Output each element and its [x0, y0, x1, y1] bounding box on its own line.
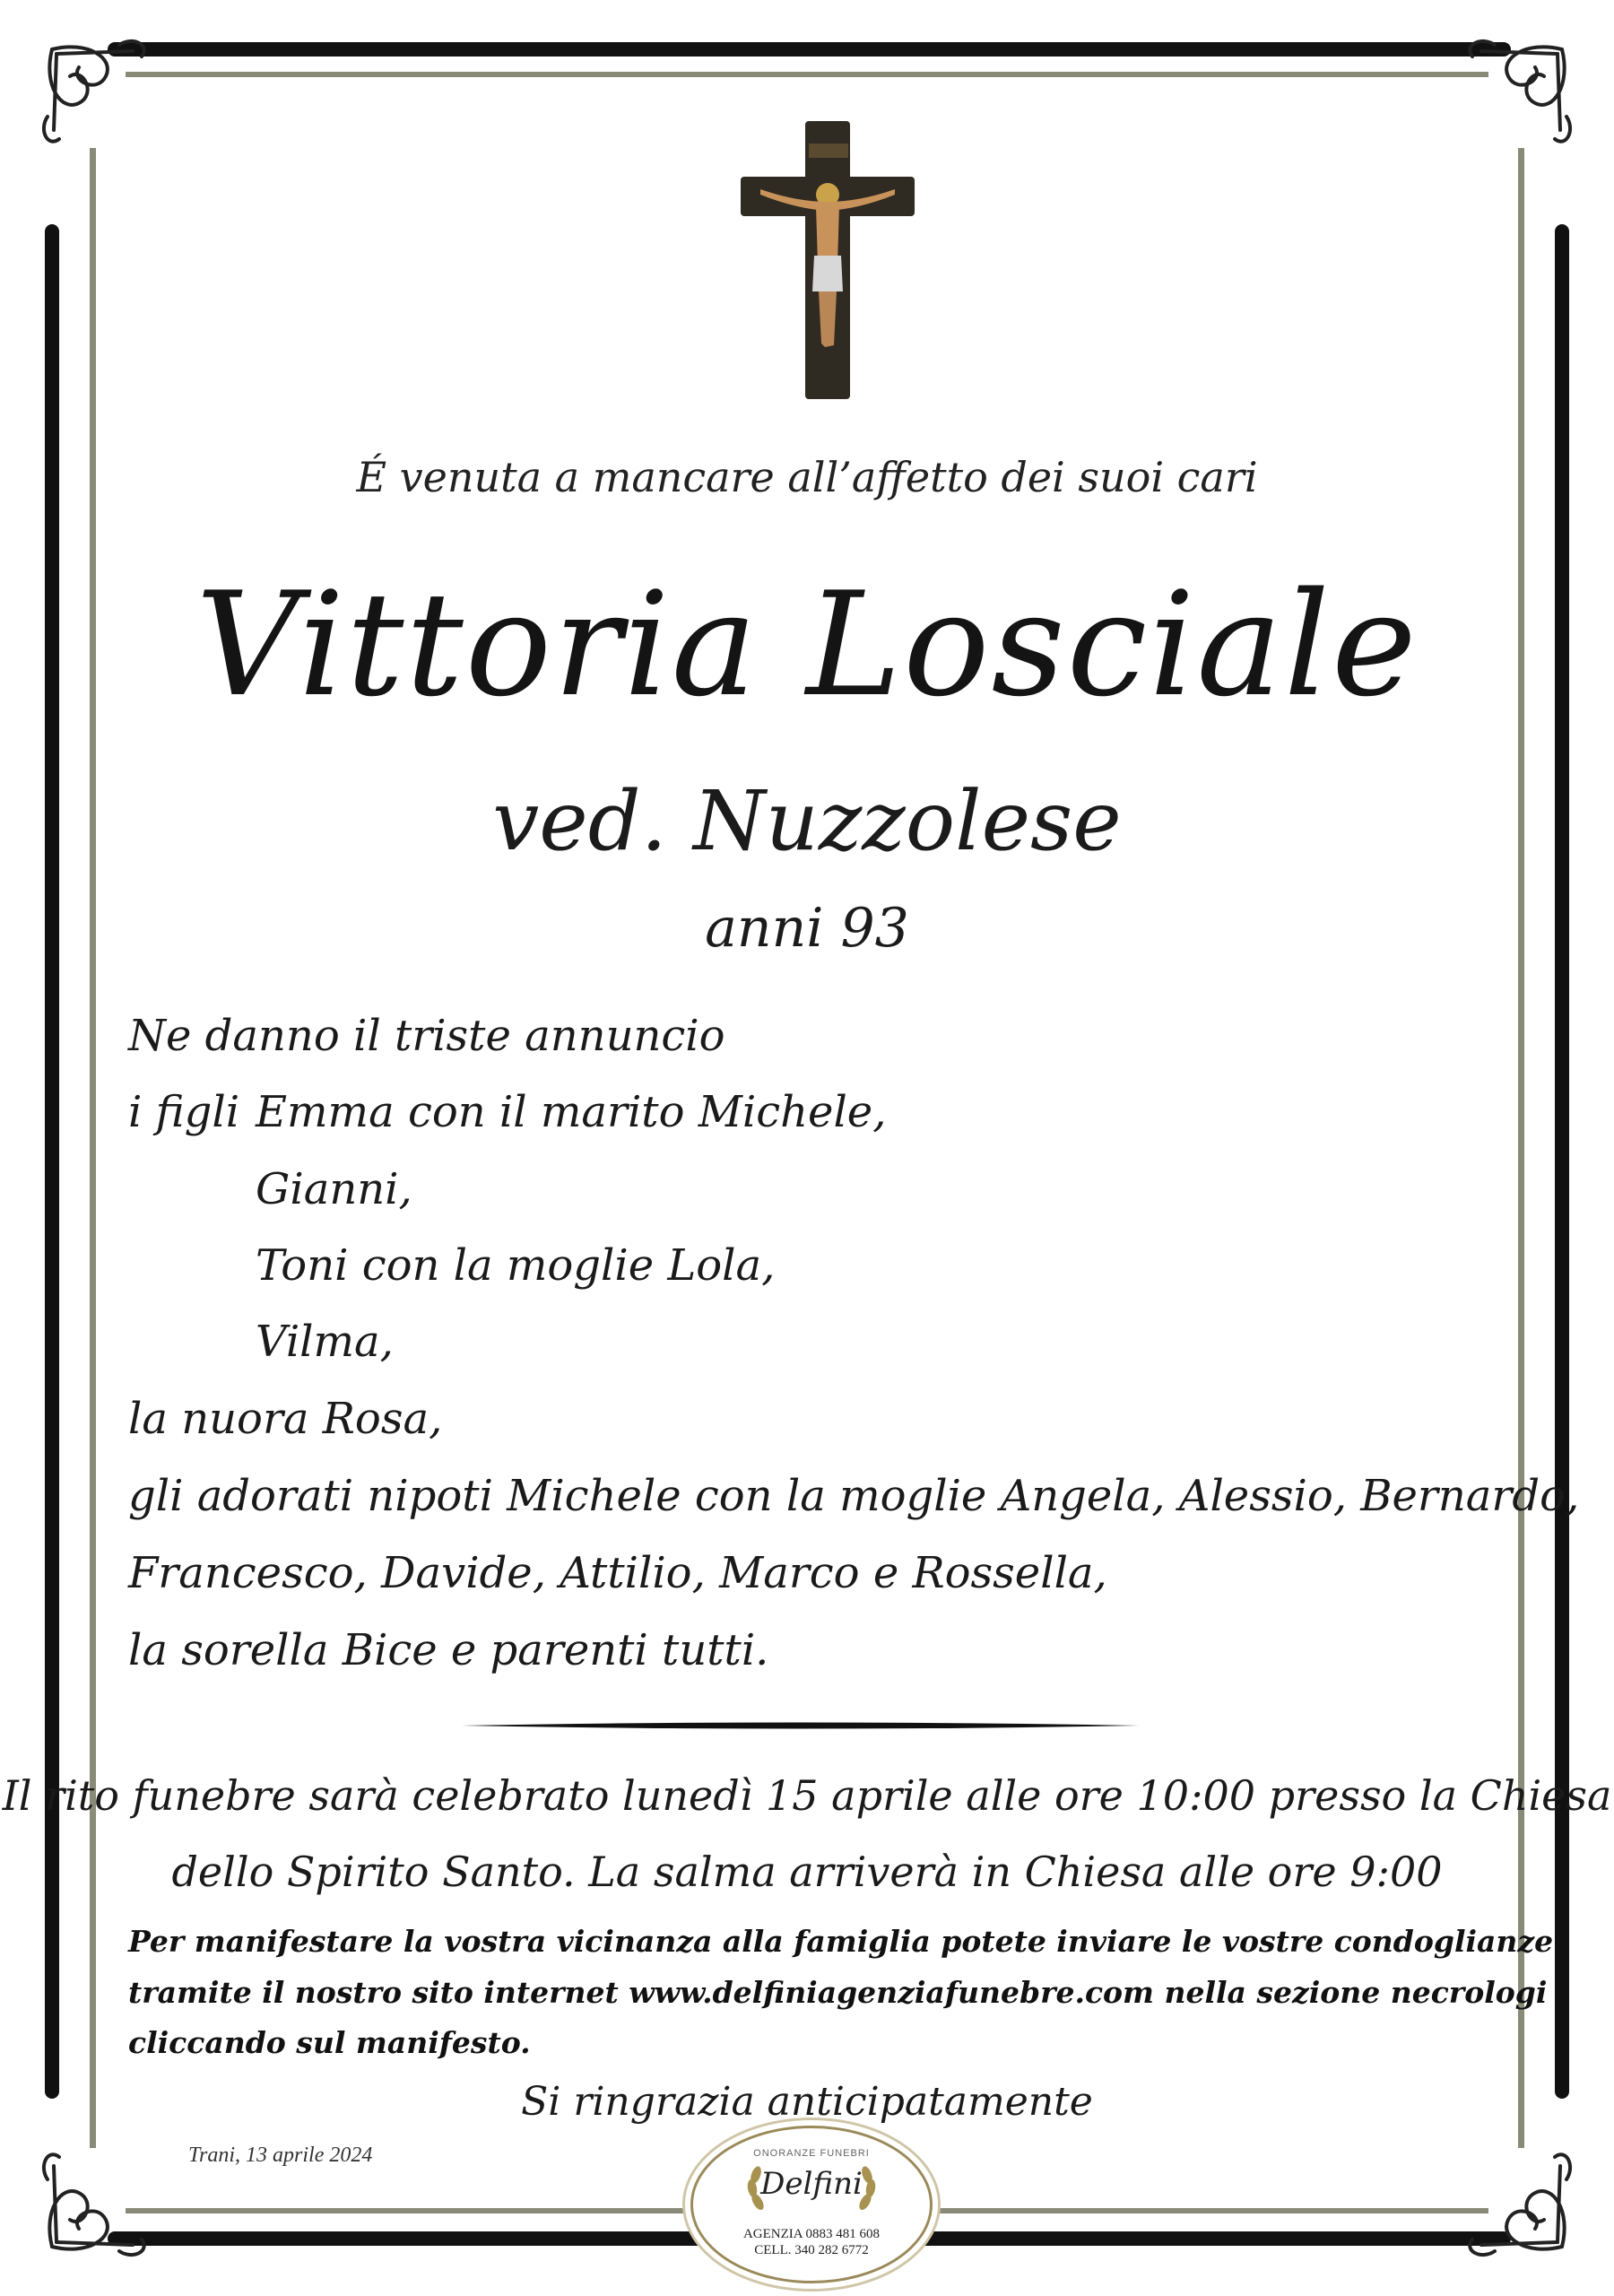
family-line: Toni con la moglie Lola, — [256, 1240, 776, 1291]
ornamental-corner-icon — [1445, 31, 1580, 166]
ornamental-corner-icon — [34, 31, 169, 166]
ornamental-corner-icon — [1445, 2130, 1580, 2265]
crucifix-icon — [733, 112, 922, 408]
frame-top-thin — [126, 72, 1488, 77]
divider — [462, 1719, 1139, 1732]
family-line: Francesco, Davide, Attilio, Marco e Rossella, — [128, 1548, 1107, 1598]
condolences-line-1: Per manifestare la vostra vicinanza alla famiglia potete inviare le vostre condoglianze — [128, 1924, 1554, 1959]
deceased-name: Vittoria Losciale — [195, 561, 1419, 728]
intro-text: É venuta a mancare all’affetto dei suoi cari — [356, 453, 1258, 501]
family-line: la nuora Rosa, — [128, 1394, 443, 1444]
logo-brand: Delfini — [760, 2166, 863, 2202]
logo-cell-phone: CELL. 340 282 6772 — [754, 2243, 869, 2257]
rite-line-1: Il rito funebre sarà celebrato lunedì 15 aprile alle ore 10:00 presso la Chiesa — [2, 1771, 1612, 1820]
frame-top-bar — [108, 42, 1511, 57]
family-line: Ne danno il triste annuncio — [128, 1011, 725, 1061]
rite-line-2: dello Spirito Santo. La salma arriverà in Chiesa alle ore 9:00 — [171, 1848, 1443, 1896]
thanks-text: Si ringrazia anticipatamente — [521, 2079, 1093, 2125]
condolences-line-2: tramite il nostro sito internet www.delfiniagenziafunebre.com nella sezione necrologi — [128, 1975, 1548, 2010]
family-line: i figli — [128, 1087, 240, 1137]
family-line: gli adorati nipoti Michele con la moglie Angela, Alessio, Bernardo, — [128, 1471, 1580, 1521]
age: anni 93 — [705, 897, 909, 960]
ornamental-corner-icon — [34, 2130, 169, 2265]
family-line: Vilma, — [256, 1317, 394, 1367]
agency-logo — [690, 2126, 933, 2283]
logo-top-text: ONORANZE FUNEBRI — [753, 2148, 870, 2159]
place-date: Trani, 13 aprile 2024 — [188, 2144, 373, 2167]
widow-of: ved. Nuzzolese — [492, 773, 1122, 869]
condolences-line-3: cliccando sul manifesto. — [128, 2025, 531, 2060]
family-line: Gianni, — [256, 1164, 412, 1214]
family-line: Emma con il marito Michele, — [256, 1087, 887, 1137]
logo-agency-phone: AGENZIA 0883 481 608 — [742, 2227, 881, 2241]
family-line: la sorella Bice e parenti tutti. — [128, 1625, 769, 1675]
